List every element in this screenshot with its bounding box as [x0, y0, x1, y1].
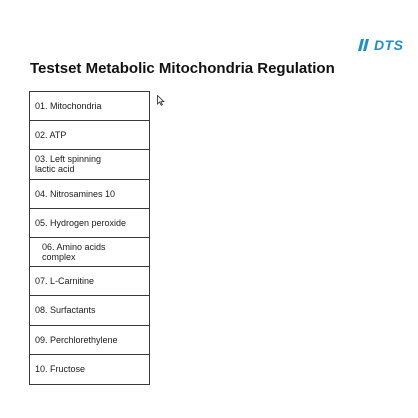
- test-row-label: 01. Mitochondria: [35, 101, 102, 112]
- test-row-surfactants[interactable]: [30, 296, 149, 325]
- test-row-label: 09. Perchlorethylene: [35, 334, 118, 345]
- test-row-label: 06. Amino acids complex: [42, 242, 106, 263]
- test-row-label: 07. L-Carnitine: [35, 276, 95, 287]
- test-row-nitrosamines[interactable]: [30, 180, 149, 209]
- test-row-fructose[interactable]: [30, 355, 149, 384]
- test-row-mitochondria[interactable]: [30, 92, 149, 121]
- logo-text: DTS: [374, 37, 404, 53]
- test-row-perchlorethylene[interactable]: [30, 326, 149, 355]
- test-row-label: 04. Nitrosamines 10: [35, 188, 116, 199]
- test-row-atp[interactable]: [30, 121, 149, 150]
- mouse-pointer-icon: [157, 93, 165, 111]
- test-row-label: 02. ATP: [35, 130, 67, 141]
- test-row-lactic-acid[interactable]: [30, 150, 149, 179]
- test-row-amino-acids[interactable]: [30, 238, 149, 267]
- test-row-label: 10. Fructose: [35, 364, 86, 375]
- test-row-label: 03. Left spinning lactic acid: [35, 154, 102, 175]
- dts-stripes-icon: [358, 39, 372, 51]
- test-row-label: 08. Surfactants: [35, 305, 96, 316]
- dts-logo: [358, 37, 404, 53]
- page-title: Testset Metabolic Mitochondria Regulation: [30, 60, 335, 77]
- test-row-label: 05. Hydrogen peroxide: [35, 217, 127, 228]
- test-row-l-carnitine[interactable]: [30, 267, 149, 296]
- test-row-hydrogen-peroxide[interactable]: [30, 209, 149, 238]
- test-list-table: [29, 91, 150, 385]
